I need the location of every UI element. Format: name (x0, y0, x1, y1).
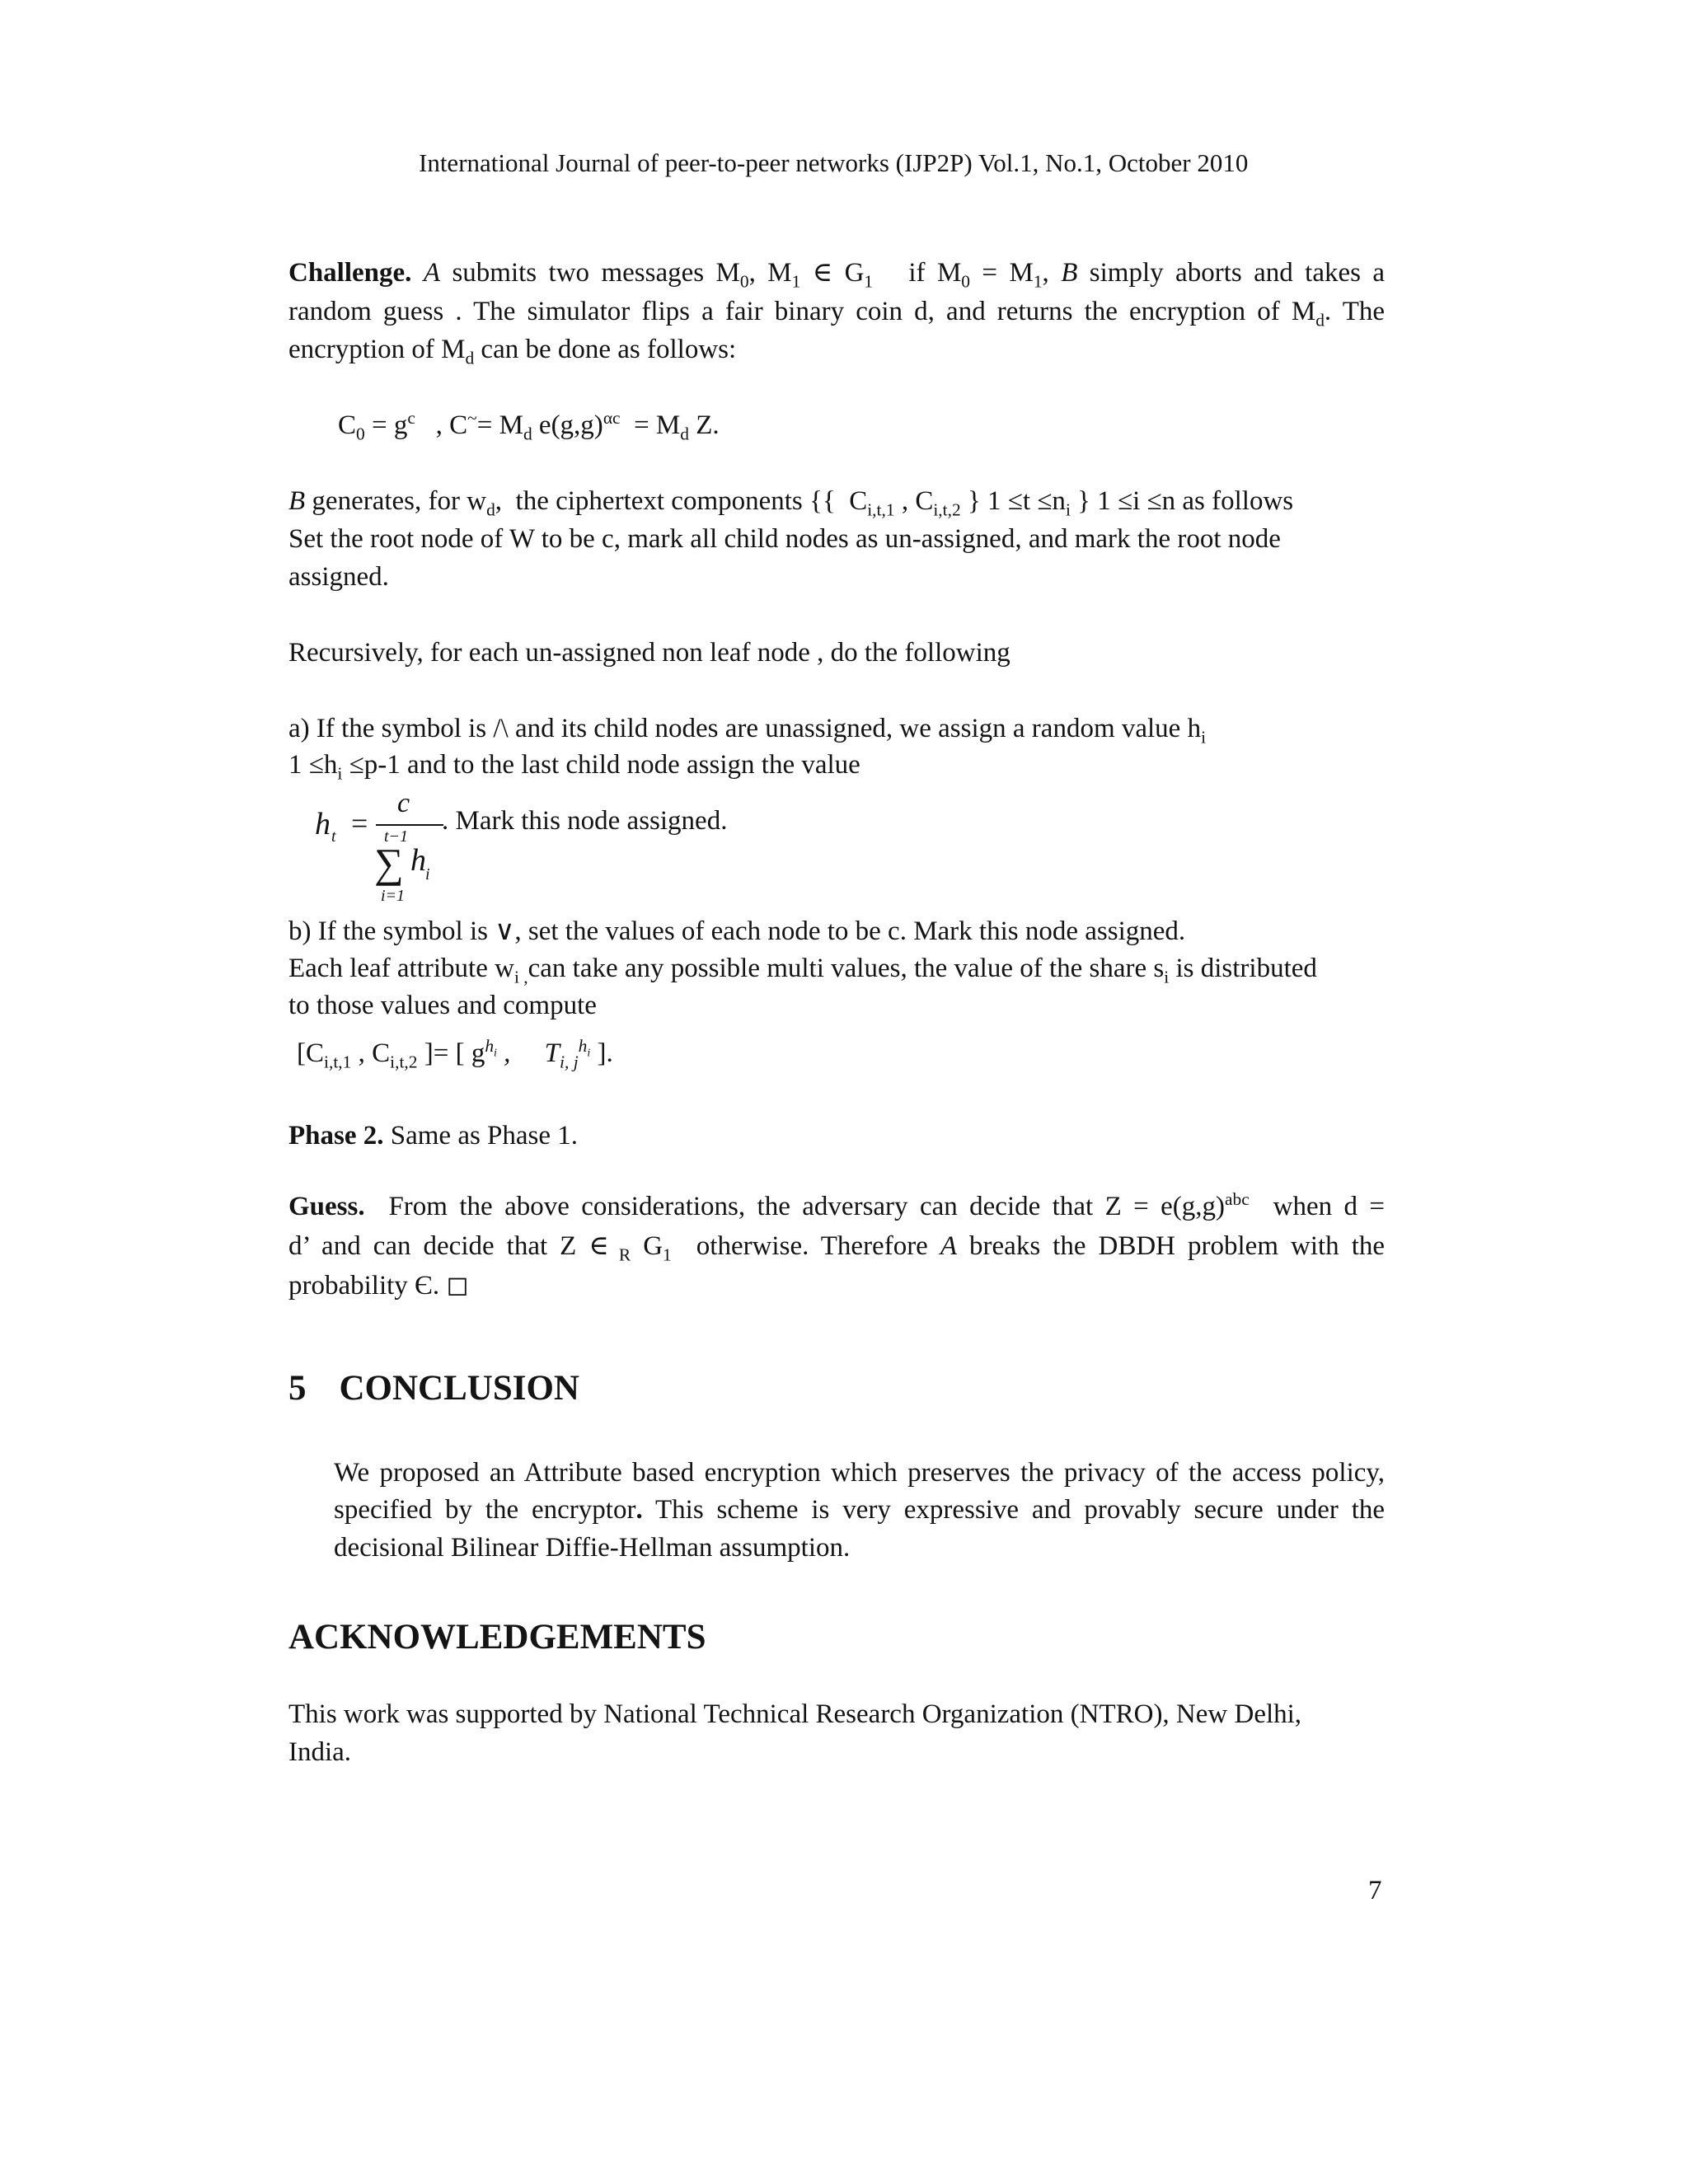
challenge-label: Challenge. (288, 258, 412, 288)
generates-line-3: assigned. (288, 562, 389, 592)
fraction-bar (376, 824, 443, 826)
conclusion-line-1: We proposed an Attribute based encryption which preserves the privacy of the access policy, (334, 1458, 1385, 1488)
item-a-line-2: $1 \le h_i \le p-1$ and to the last child node assign the value (288, 750, 860, 784)
item-b-line-3: to those values and compute (288, 991, 597, 1020)
section-heading-conclusion: 5 CONCLUSION (288, 1369, 579, 1408)
recursive-line: Recursively, for each un-assigned non leaf node , do the following (288, 638, 1010, 668)
item-b-line-2: Each leaf attribute $w_{i ,}can$ take any possible multi values, the value of the share $s_i$ is distributed (288, 954, 1317, 987)
acknowledgements-line-2: India. (288, 1737, 352, 1767)
guess-line-3: probability Є. ◻ (288, 1271, 469, 1301)
page-number: 7 (1368, 1876, 1382, 1905)
generates-line-1: B generates, for $w_d$, the ciphertext components {{ $C_{i,t,1}$ , $C_{i,t,2}$ } $1 \le t \le n_i$ } 1 ≤i ≤n as follows (288, 486, 1294, 520)
item-a-line-1: a) If the symbol is /\ and its child nodes are unassigned, we assign a random value $h_i$ (288, 714, 1207, 748)
equation-ciphertext: $C_0 = g^c$ , $C^\sim= M_d$ $e(g,g)^{\alpha c} = M_d$ Z. (338, 408, 720, 444)
guess-line-2: d’ and can decide that Z ∈ $_R$ $G_1$ otherwise. Therefore A breaks the DBDH problem with the (288, 1231, 1386, 1265)
phase2-line: Phase 2. Same as Phase 1. (288, 1121, 579, 1151)
conclusion-line-2: specified by the encryptor. This scheme is very expressive and provably secure under the (334, 1495, 1386, 1525)
acknowledgements-line-1: This work was supported by National Technical Research Organization (NTRO), New Delhi, (288, 1699, 1302, 1729)
challenge-line-2: random guess . The simulator flips a fair binary coin d, and returns the encryption of $M_d$. The (288, 297, 1385, 330)
section-heading-acknowledgements: ACKNOWLEDGEMENTS (288, 1618, 706, 1657)
item-b-formula: [$C_{i,t,1}$ , $C_{i,t,2}$ ]= [ $g^{h_i}$ , $T_{i, j}^{h_i}$ ]. (297, 1036, 613, 1072)
running-header: International Journal of peer-to-peer networks (IJP2P) Vol.1, No.1, October 2010 (419, 148, 1249, 177)
generates-line-2: Set the root node of W to be c, mark all child nodes as un-assigned, and mark the root node (288, 524, 1281, 554)
challenge-line-1: Challenge. A submits two messages $M_0$, $M_1$ ∈ $G_1$ if $M_0 = M_1$, B simply aborts and takes a (288, 258, 1386, 292)
formula-h-t: h t = c t−1 ∑ h i i=1 . Mark this node assigned. (315, 788, 728, 905)
guess-line-1: Guess. From the above considerations, the adversary can decide that $Z = e(g,g)^{abc}$ when d = (288, 1189, 1386, 1221)
challenge-line-3: encryption of $M_d$ can be done as follows: (288, 335, 737, 368)
item-b-line-1: b) If the symbol is ∨, set the values of each node to be c. Mark this node assigned. (288, 916, 1186, 946)
conclusion-line-3: decisional Bilinear Diffie-Hellman assumption. (334, 1533, 851, 1563)
